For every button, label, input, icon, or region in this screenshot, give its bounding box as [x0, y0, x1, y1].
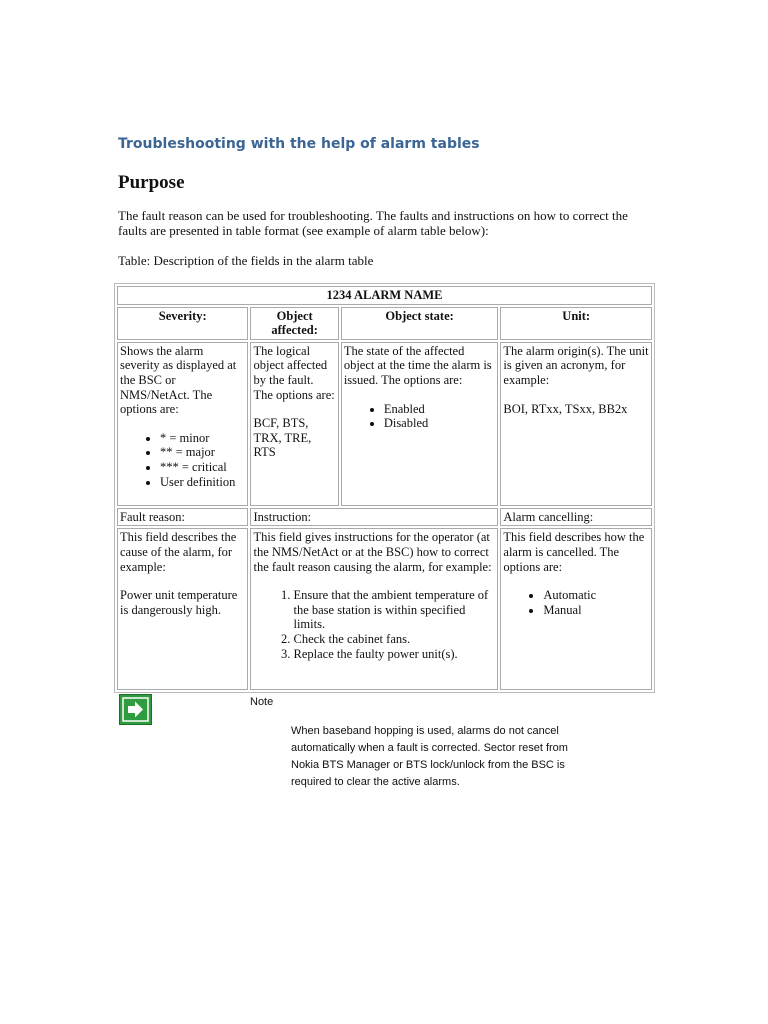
- header-fault-reason: Fault reason:: [117, 508, 248, 527]
- unit-example: BOI, RTxx, TSxx, BB2x: [503, 401, 628, 416]
- cell-object-state: [341, 342, 499, 506]
- severity-text: Shows the alarm severity as displayed at the BSC or NMS/NetAct. The options are:: [120, 343, 237, 417]
- object-affected-text: The logical object affected by the fault. The options are:: [253, 343, 335, 402]
- section-heading: Troubleshooting with the help of alarm tables: [118, 136, 480, 152]
- list-item: • ** = major: [160, 445, 245, 460]
- unit-text: The alarm origin(s). The unit is given an acronym, for example:: [503, 343, 649, 387]
- list-item: • Disabled: [384, 416, 496, 431]
- list-item: • *** = critical: [160, 460, 245, 475]
- list-item: • Manual: [543, 603, 649, 618]
- intro-paragraph: The fault reason can be used for troubleshooting. The faults and instructions on how to correct the faults are presented in table format (see example of alarm table below):: [118, 208, 628, 238]
- cell-alarm-cancelling: [500, 528, 652, 690]
- alarm-table: [114, 283, 655, 693]
- list-item: • User definition: [160, 475, 245, 490]
- cell-fault-reason: [117, 528, 248, 690]
- cell-unit: [500, 342, 652, 506]
- fault-reason-text: This field describes the cause of the alarm, for example:: [120, 530, 237, 574]
- list-item: • Automatic: [543, 588, 649, 603]
- alarm-cancelling-text: This field describes how the alarm is cancelled. The options are:: [503, 530, 645, 574]
- list-item: • * = minor: [160, 431, 245, 446]
- instruction-steps: [253, 588, 495, 661]
- header-object-state: Object state:: [341, 307, 499, 340]
- instruction-text: This field gives instructions for the operator (at the NMS/NetAct or at the BSC) how to correct the fault reason causing the alarm, for example:: [253, 530, 492, 574]
- object-state-text: The state of the affected object at the time the alarm is issued. The options are:: [343, 343, 492, 387]
- object-affected-options: BCF, BTS, TRX, TRE, RTS: [253, 416, 312, 460]
- list-item: 1. Ensure that the ambient temperature of the base station is within specified limits.: [293, 588, 495, 632]
- fault-reason-example: Power unit temperature is dangerously high.: [120, 588, 238, 617]
- object-state-list: [344, 402, 496, 431]
- table-caption: Table: Description of the fields in the alarm table: [118, 253, 374, 268]
- cell-severity: [117, 342, 248, 506]
- list-item: 2. Check the cabinet fans.: [293, 632, 495, 647]
- header-alarm-cancelling: Alarm cancelling:: [500, 508, 652, 527]
- list-item: • Enabled: [384, 402, 496, 417]
- arrow-right-icon: [119, 694, 152, 725]
- alarm-cancelling-list: [503, 588, 649, 617]
- severity-list: [120, 431, 245, 489]
- header-severity: Severity:: [117, 307, 248, 340]
- cell-object-affected: [250, 342, 338, 506]
- list-item: 3. Replace the faulty power unit(s).: [293, 647, 495, 662]
- header-unit: Unit:: [500, 307, 652, 340]
- table-title: 1234 ALARM NAME: [117, 286, 652, 305]
- purpose-title: Purpose: [118, 172, 185, 193]
- header-instruction: Instruction:: [250, 508, 498, 527]
- note-text: When baseband hopping is used, alarms do not cancel automatically when a fault is corrected. Sector reset from Nokia BTS Manager or BTS lock/unlock from the BSC is required to clear the active alarms.: [291, 725, 568, 788]
- note-label: Note: [250, 696, 274, 708]
- header-object-affected: Object affected:: [250, 307, 338, 340]
- cell-instruction: [250, 528, 498, 690]
